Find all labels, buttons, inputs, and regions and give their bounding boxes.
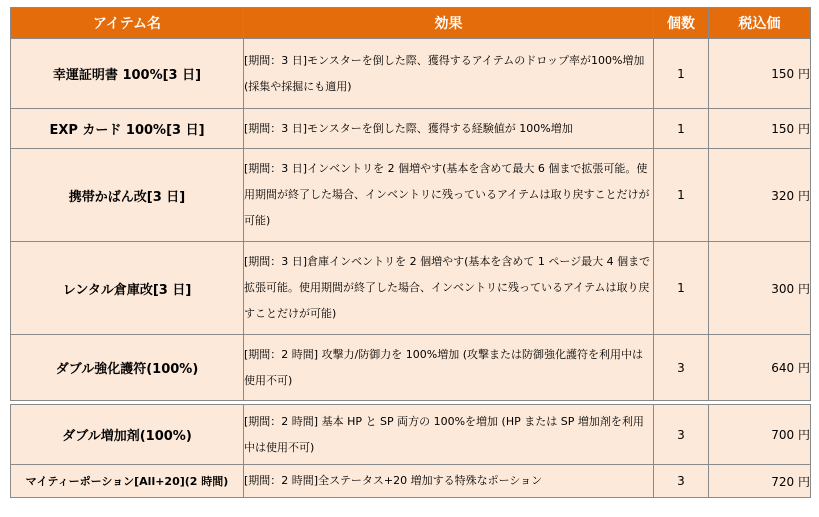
- item-quantity: 3: [654, 405, 709, 465]
- item-price-table: [10, 7, 811, 498]
- item-name: 携帯かばん改[3 日]: [11, 149, 244, 242]
- table-row: [11, 109, 811, 149]
- item-price: 150 円: [709, 39, 811, 109]
- item-effect: [期間：2 時間] 基本 HP と SP 両方の 100%を増加 (HP または SP 増加剤を利用中は使用不可): [244, 405, 654, 465]
- header-row: [11, 8, 811, 39]
- item-quantity: 1: [654, 109, 709, 149]
- item-name: レンタル倉庫改[3 日]: [11, 242, 244, 335]
- item-price: 150 円: [709, 109, 811, 149]
- item-name: ダブル増加剤(100%): [11, 405, 244, 465]
- item-effect: [期間：3 日]倉庫インベントリを 2 個増やす(基本を含めて 1 ページ最大 4 個まで拡張可能。使用期間が終了した場合、インベントリに残っているアイテムは取り戻すことだけが可能): [244, 242, 654, 335]
- header-price: 税込価: [709, 8, 811, 39]
- table-row: [11, 465, 811, 498]
- item-quantity: 1: [654, 149, 709, 242]
- item-effect: [期間：2 時間]全ステータス+20 増加する特殊なポーション: [244, 465, 654, 498]
- table-row: [11, 242, 811, 335]
- item-name: 幸運証明書 100%[3 日]: [11, 39, 244, 109]
- item-name: マイティーポーション[All+20](2 時間): [11, 465, 244, 498]
- table-row: [11, 405, 811, 465]
- item-quantity: 3: [654, 335, 709, 401]
- item-effect: [期間：3 日]モンスターを倒した際、獲得する経験値が 100%増加: [244, 109, 654, 149]
- item-quantity: 3: [654, 465, 709, 498]
- item-price: 300 円: [709, 242, 811, 335]
- item-price: 720 円: [709, 465, 811, 498]
- table-row: [11, 149, 811, 242]
- item-price: 320 円: [709, 149, 811, 242]
- item-effect: [期間：3 日]インベントリを 2 個増やす(基本を含めて最大 6 個まで拡張可能。使用期間が終了した場合、インベントリに残っているアイテムは取り戻すことだけが可能): [244, 149, 654, 242]
- item-price: 640 円: [709, 335, 811, 401]
- item-quantity: 1: [654, 39, 709, 109]
- item-price: 700 円: [709, 405, 811, 465]
- header-effect: 効果: [244, 8, 654, 39]
- item-name: EXP カード 100%[3 日]: [11, 109, 244, 149]
- item-quantity: 1: [654, 242, 709, 335]
- header-item-name: アイテム名: [11, 8, 244, 39]
- header-quantity: 個数: [654, 8, 709, 39]
- item-name: ダブル強化護符(100%): [11, 335, 244, 401]
- item-effect: [期間：2 時間] 攻撃力/防御力を 100%増加 (攻撃または防御強化護符を利用中は使用不可): [244, 335, 654, 401]
- table-row: [11, 335, 811, 401]
- item-effect: [期間：3 日]モンスターを倒した際、獲得するアイテムのドロップ率が100%増加(採集や採掘にも適用): [244, 39, 654, 109]
- table-row: [11, 39, 811, 109]
